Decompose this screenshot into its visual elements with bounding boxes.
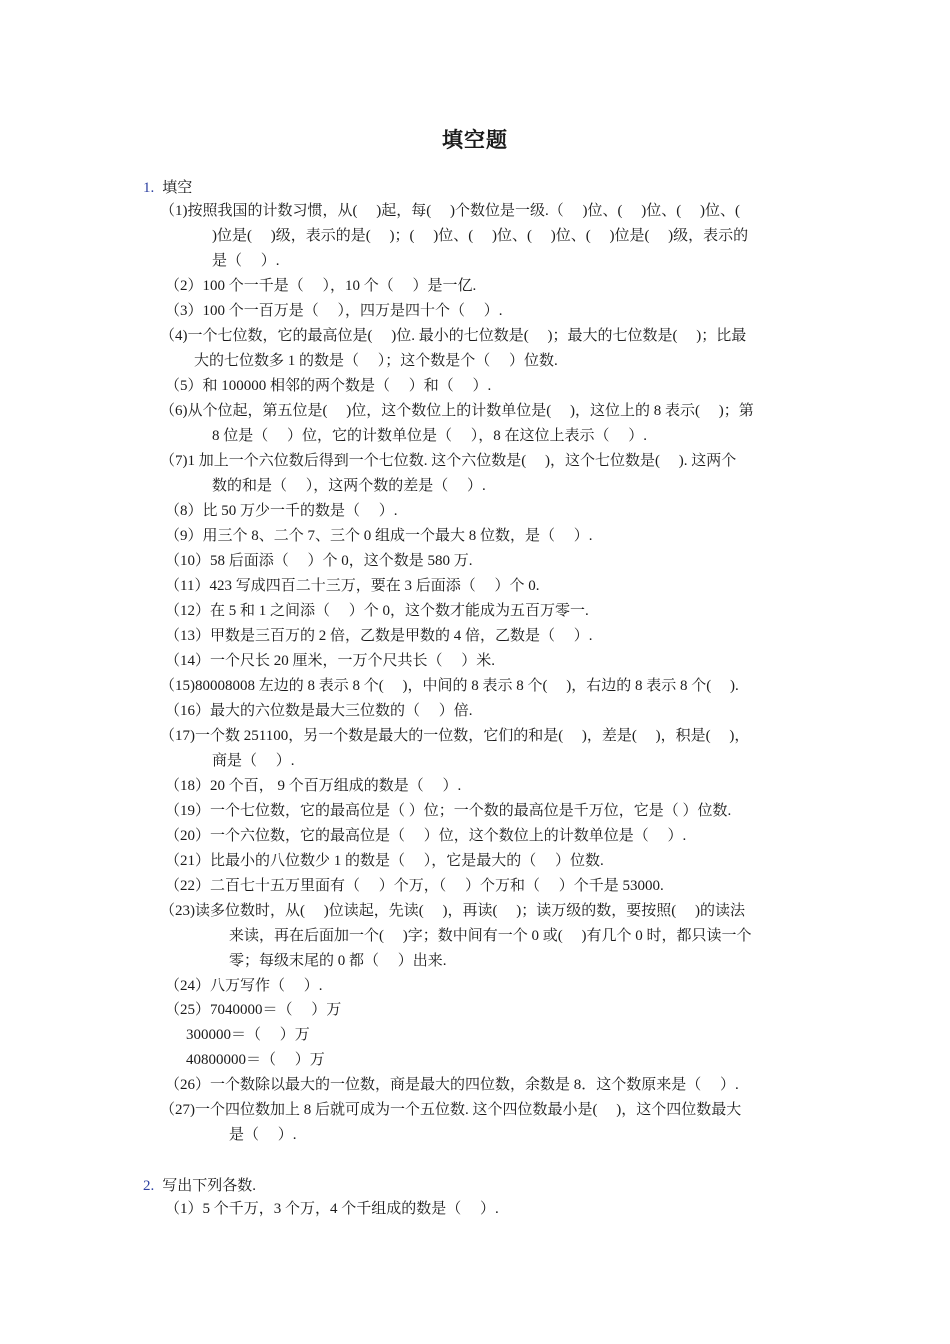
question-line: （6)从个位起，第五位是( )位，这个数位上的计数单位是( )，这位上的 8 表示( )；第 <box>160 403 754 419</box>
question-line: 300000＝（ ）万 <box>186 1027 310 1043</box>
question-line: （13）甲数是三百万的 2 倍，乙数是甲数的 4 倍，乙数是（ ）. <box>165 628 593 644</box>
question-line: （2）100 个一千是（ ），10 个（ ）是一亿. <box>165 278 477 294</box>
question-line: 来读，再在后面加一个( )字；数中间有一个 0 或( )有几个 0 时，都只读一个 <box>229 928 752 944</box>
question-line: （4)一个七位数，它的最高位是( )位. 最小的七位数是( )；最大的七位数是( )；比最 <box>160 328 747 344</box>
question-line: 商是（ ）. <box>212 753 295 769</box>
question-line: )位是( )级，表示的是( )；( )位、( )位、( )位、( )位是( )级，表示的 <box>212 228 749 244</box>
question-line: （21）比最小的八位数少 1 的数是（ ），它是最大的（ ）位数. <box>165 853 604 869</box>
question-line: （19）一个七位数，它的最高位是（ ）位；一个数的最高位是千万位，它是（ ）位数. <box>165 803 732 819</box>
question-line: （1)按照我国的计数习惯，从( )起，每( )个数位是一级.（ )位、( )位、( )位、( <box>160 203 740 219</box>
question-line: （14）一个尺长 20 厘米，一万个尺共长（ ）米. <box>165 653 496 669</box>
question-line: 40800000＝（ ）万 <box>186 1052 325 1068</box>
question-line: （8）比 50 万少一千的数是（ ）. <box>165 503 398 519</box>
question-line: （20）一个六位数，它的最高位是（ ）位，这个数位上的计数单位是（ ）. <box>165 828 687 844</box>
question-line: 8 位是（ ）位，它的计数单位是（ ），8 在这位上表示（ ）. <box>212 428 648 444</box>
question-line: （18）20 个百， 9 个百万组成的数是（ ）. <box>165 778 462 794</box>
question-line: （11）423 写成四百二十三万，要在 3 后面添（ ）个 0. <box>165 578 540 594</box>
question-line: （16）最大的六位数是最大三位数的（ ）倍. <box>165 703 473 719</box>
question-line: （1）5 个千万，3 个万，4 个千组成的数是（ ）. <box>165 1201 499 1217</box>
section-title: 写出下列各数. <box>162 1178 257 1194</box>
question-line: 大的七位数多 1 的数是（ ）；这个数是个（ ）位数. <box>194 353 558 369</box>
question-line: （24）八万写作（ ）. <box>165 978 323 994</box>
question-line: （27)一个四位数加上 8 后就可成为一个五位数. 这个四位数最小是( )，这个四位数最大 <box>160 1102 742 1118</box>
question-line: （15)80008008 左边的 8 表示 8 个( )，中间的 8 表示 8 个( )，右边的 8 表示 8 个( ). <box>160 678 739 694</box>
question-line: （17)一个数 251100，另一个数是最大的一位数，它们的和是( )，差是( )，积是( )， <box>160 728 750 744</box>
question-line: （7)1 加上一个六位数后得到一个七位数. 这个六位数是( )，这个七位数是( ). 这两个 <box>160 453 737 469</box>
question-line: 数的和是（ ），这两个数的差是（ ）. <box>212 478 486 494</box>
section-number: 2. <box>143 1178 155 1194</box>
question-line: 是（ ）. <box>212 253 280 269</box>
page-title: 填空题 <box>442 128 508 152</box>
section-number: 1. <box>143 180 155 196</box>
question-line: （23)读多位数时，从( )位读起，先读( )，再读( )；读万级的数，要按照( )的读法 <box>160 903 745 919</box>
question-line: （5）和 100000 相邻的两个数是（ ）和（ ）. <box>165 378 492 394</box>
question-line: （9）用三个 8、二个 7、三个 0 组成一个最大 8 位数，是（ ）. <box>165 528 593 544</box>
question-line: 是（ ）. <box>229 1127 297 1143</box>
question-line: （10）58 后面添（ ）个 0，这个数是 580 万. <box>165 553 473 569</box>
question-line: （26）一个数除以最大的一位数，商是最大的四位数，余数是 8．这个数原来是（ ）. <box>165 1077 739 1093</box>
question-line: （12）在 5 和 1 之间添（ ）个 0，这个数才能成为五百万零一. <box>165 603 589 619</box>
question-line: （25）7040000＝（ ）万 <box>165 1002 342 1018</box>
question-line: 零；每级末尾的 0 都（ ）出来. <box>229 953 447 969</box>
section-1-heading <box>143 176 192 197</box>
question-line: （3）100 个一百万是（ ），四万是四十个（ ）. <box>165 303 503 319</box>
question-line: （22）二百七十五万里面有（ ）个万，（ ）个万和（ ）个千是 53000. <box>165 878 664 894</box>
section-2-heading <box>143 1174 256 1195</box>
section-title: 填空 <box>162 180 193 196</box>
